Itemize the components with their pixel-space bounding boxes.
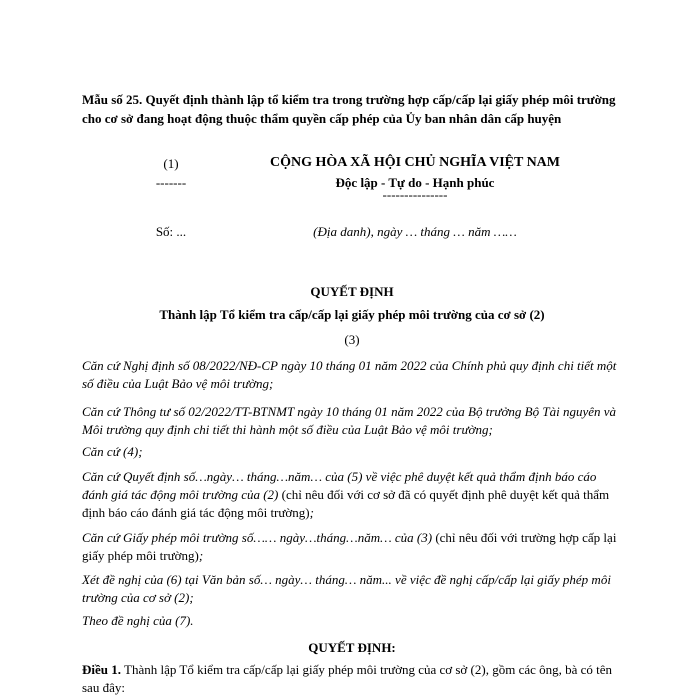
legal-basis: Căn cứ (4); (82, 444, 143, 459)
legal-basis: Theo đề nghị của (7). (82, 613, 194, 628)
article-1-label: Điều 1. (82, 662, 121, 677)
basis-note: (chỉ nêu đối với trường hợp cấp lại giấy phép môi trường) (82, 530, 617, 563)
legal-basis (82, 529, 622, 565)
form-title: Mẫu số 25. Quyết định thành lập tổ kiểm tra trong trường hợp cấp/cấp lại giấy phép môi trường cho cơ sở đang hoạt động thuộc thẩm quyền cấp phép của Ủy ban nhân dân cấp huyện (82, 92, 616, 126)
issuing-authority: (3) (344, 332, 360, 347)
legal-basis (82, 468, 622, 522)
place-date: (Địa danh), ngày … tháng … năm …… (313, 224, 517, 239)
article-1 (82, 661, 622, 697)
basis-end: ; (198, 548, 204, 563)
national-motto: Độc lập - Tự do - Hạnh phúc (335, 175, 495, 190)
decision-subject: Thành lập Tổ kiểm tra cấp/cấp lại giấy phép môi trường của cơ sở (2) (159, 307, 545, 322)
agency-code: (1) (163, 156, 179, 171)
national-title: CỘNG HÒA XÃ HỘI CHỦ NGHĨA VIỆT NAM (269, 155, 560, 170)
decides-heading: QUYẾT ĐỊNH: (308, 640, 396, 655)
article-1-text: Thành lập Tổ kiểm tra cấp/cấp lại giấy phép môi trường của cơ sở (2), gồm các ông, bà có tên sau đây: (82, 662, 613, 695)
basis-end: ; (309, 505, 314, 520)
basis-italic: Căn cứ Quyết định số…ngày… tháng…năm… của (5) về việc phê duyệt kết quả thẩm định báo cáo đánh giá tác động môi trường của (2) (82, 469, 597, 502)
document-number: Số: ... (155, 224, 187, 239)
legal-basis: Xét đề nghị của (6) tại Văn bản số… ngày… tháng… năm... về việc đề nghị cấp/cấp lại giấy phép môi trường của cơ sở (2); (82, 572, 611, 605)
legal-basis: Căn cứ Nghị định số 08/2022/NĐ-CP ngày 10 tháng 01 năm 2022 của Chính phủ quy định chi tiết một số điều của Luật Bảo vệ môi trường; (82, 358, 617, 391)
motto-dashes: --------------- (382, 187, 448, 202)
legal-basis: Căn cứ Thông tư số 02/2022/TT-BTNMT ngày 10 tháng 01 năm 2022 của Bộ trưởng Bộ Tài nguyên và Môi trường quy định chi tiết thi hành một số điều của Luật Bảo vệ môi trường; (82, 404, 617, 437)
decision-title: QUYẾT ĐỊNH (310, 284, 394, 299)
basis-italic: Căn cứ Giấy phép môi trường số…… ngày…tháng…năm… của (3) (82, 530, 433, 545)
basis-note: (chỉ nêu đối với cơ sở đã có quyết định phê duyệt kết quả thẩm định báo cáo đánh giá tác động môi trường) (82, 487, 610, 520)
agency-dashes: ------- (155, 175, 187, 190)
